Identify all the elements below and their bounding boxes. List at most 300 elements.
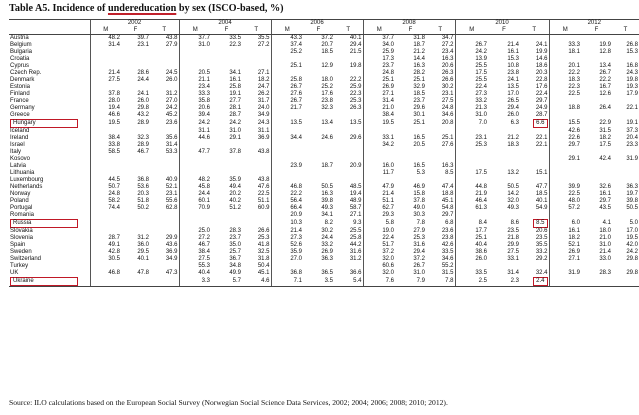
cell-value: 18.2 bbox=[599, 135, 611, 141]
value-cell bbox=[90, 84, 121, 91]
value-cell bbox=[303, 56, 334, 63]
value-cell bbox=[549, 142, 581, 149]
value-cell bbox=[303, 249, 334, 256]
value-cell bbox=[179, 219, 211, 228]
value-cell bbox=[581, 191, 612, 198]
value-cell bbox=[90, 256, 121, 263]
value-cell bbox=[549, 63, 581, 70]
value-cell bbox=[363, 35, 395, 43]
value-cell bbox=[271, 205, 303, 212]
value-cell bbox=[334, 49, 363, 56]
cell-value: 52.1 bbox=[568, 242, 580, 248]
cell-value: 37.7 bbox=[382, 35, 394, 41]
cell-value: 25.3 bbox=[349, 98, 362, 104]
cell-value: 38.4 bbox=[382, 112, 394, 118]
value-cell bbox=[520, 277, 549, 287]
cell-value: 20.3 bbox=[535, 70, 548, 76]
value-cell bbox=[334, 270, 363, 277]
value-cell bbox=[612, 219, 639, 228]
value-cell bbox=[520, 135, 549, 142]
cell-value: 32.3 bbox=[321, 105, 333, 111]
value-cell bbox=[581, 56, 612, 63]
value-cell bbox=[363, 112, 395, 119]
cell-value: 6.0 bbox=[571, 220, 580, 226]
cell-value: 25.2 bbox=[290, 49, 302, 55]
value-cell bbox=[242, 35, 271, 43]
value-cell bbox=[520, 77, 549, 84]
value-cell bbox=[242, 184, 271, 191]
value-cell bbox=[581, 119, 612, 128]
country-name: Luxembourg bbox=[10, 177, 44, 183]
value-cell bbox=[211, 149, 242, 156]
cell-value: 58.2 bbox=[108, 198, 120, 204]
value-cell bbox=[395, 149, 426, 156]
value-cell bbox=[395, 98, 426, 105]
cell-value: 24.1 bbox=[535, 42, 548, 48]
cell-value: 22.8 bbox=[535, 77, 548, 83]
cell-value: 15.3 bbox=[626, 49, 639, 55]
value-cell bbox=[179, 212, 211, 219]
country-cell bbox=[9, 163, 90, 170]
cell-value: 26.2 bbox=[257, 91, 270, 97]
value-cell bbox=[334, 156, 363, 163]
value-cell bbox=[179, 170, 211, 177]
highlighted-country-name: Russia bbox=[10, 219, 78, 228]
cell-value: 5.7 bbox=[232, 278, 241, 284]
cell-value: 47.7 bbox=[198, 149, 210, 155]
cell-value: 25.1 bbox=[475, 235, 487, 241]
value-cell bbox=[455, 128, 488, 135]
cell-value: 47.6 bbox=[257, 184, 270, 190]
cell-value: 61.3 bbox=[475, 205, 487, 211]
value-cell bbox=[455, 77, 488, 84]
value-cell bbox=[549, 212, 581, 219]
cell-value: 34.9 bbox=[165, 256, 178, 262]
value-cell bbox=[90, 77, 121, 84]
value-cell bbox=[303, 135, 334, 142]
cell-value: 50.5 bbox=[626, 205, 639, 211]
value-cell bbox=[455, 142, 488, 149]
cell-value: 39.4 bbox=[198, 112, 210, 118]
value-cell bbox=[488, 56, 520, 63]
value-cell bbox=[363, 205, 395, 212]
value-cell bbox=[179, 42, 211, 49]
cell-value: 26.6 bbox=[441, 77, 454, 83]
cell-value: 26.7 bbox=[413, 263, 425, 269]
cell-value: 31.0 bbox=[413, 270, 425, 276]
value-cell bbox=[549, 219, 581, 228]
cell-value: 7.8 bbox=[416, 220, 425, 226]
cell-value: 50.4 bbox=[257, 263, 270, 269]
cell-value: 24.2 bbox=[229, 120, 241, 126]
cell-value: 60.1 bbox=[198, 198, 210, 204]
table-row bbox=[9, 256, 639, 263]
value-cell bbox=[150, 270, 179, 277]
cell-value: 51.1 bbox=[257, 198, 270, 204]
value-cell bbox=[211, 156, 242, 163]
value-cell bbox=[549, 249, 581, 256]
value-cell bbox=[395, 49, 426, 56]
cell-value: 47.4 bbox=[441, 184, 454, 190]
value-cell bbox=[395, 77, 426, 84]
value-cell bbox=[90, 119, 121, 128]
value-cell bbox=[581, 128, 612, 135]
value-cell bbox=[520, 235, 549, 242]
cell-value: 35.0 bbox=[229, 242, 241, 248]
value-cell bbox=[242, 219, 271, 228]
value-cell bbox=[549, 235, 581, 242]
cell-value: 20.6 bbox=[535, 228, 548, 234]
value-cell bbox=[271, 105, 303, 112]
value-cell bbox=[242, 91, 271, 98]
value-cell bbox=[334, 105, 363, 112]
cell-value: 36.5 bbox=[321, 270, 333, 276]
cell-value: 20.9 bbox=[290, 212, 302, 218]
value-cell bbox=[271, 149, 303, 156]
table-row bbox=[9, 205, 639, 212]
value-cell bbox=[211, 42, 242, 49]
value-cell bbox=[426, 177, 455, 184]
cell-value: 27.5 bbox=[198, 256, 210, 262]
cell-value: 33.3 bbox=[568, 42, 580, 48]
cell-value: 31.0 bbox=[475, 112, 487, 118]
sex-header: M bbox=[363, 27, 395, 35]
value-cell bbox=[395, 135, 426, 142]
value-cell bbox=[395, 170, 426, 177]
value-cell bbox=[455, 112, 488, 119]
value-cell bbox=[334, 128, 363, 135]
cell-value: 31.2 bbox=[165, 91, 178, 97]
value-cell bbox=[549, 56, 581, 63]
value-cell bbox=[211, 235, 242, 242]
value-cell bbox=[334, 42, 363, 49]
cell-value: 16.8 bbox=[626, 63, 639, 69]
cell-value: 27.6 bbox=[290, 91, 302, 97]
cell-value: 4.1 bbox=[602, 220, 611, 226]
country-cell bbox=[9, 91, 90, 98]
country-cell bbox=[9, 212, 90, 219]
value-cell bbox=[271, 128, 303, 135]
cell-value: 43.5 bbox=[599, 205, 611, 211]
cell-value: 13.4 bbox=[321, 120, 333, 126]
country-name: Poland bbox=[10, 198, 29, 204]
cell-value: 17.6 bbox=[321, 91, 333, 97]
value-cell bbox=[179, 184, 211, 191]
value-cell bbox=[150, 91, 179, 98]
cell-value: 36.3 bbox=[626, 184, 639, 190]
table-row bbox=[9, 119, 639, 128]
value-cell bbox=[612, 91, 639, 98]
cell-value: 36.3 bbox=[321, 256, 333, 262]
value-cell bbox=[242, 128, 271, 135]
value-cell bbox=[121, 177, 150, 184]
value-cell bbox=[211, 135, 242, 142]
value-cell bbox=[549, 119, 581, 128]
cell-value: 27.2 bbox=[257, 42, 270, 48]
cell-value: 32.0 bbox=[382, 256, 394, 262]
cell-value: 7.1 bbox=[293, 278, 302, 284]
value-cell bbox=[520, 163, 549, 170]
value-cell bbox=[488, 128, 520, 135]
cell-value: 26.7 bbox=[290, 84, 302, 90]
value-cell bbox=[150, 228, 179, 235]
value-cell bbox=[242, 149, 271, 156]
value-cell bbox=[395, 177, 426, 184]
country-cell bbox=[9, 219, 90, 228]
value-cell bbox=[455, 228, 488, 235]
cell-value: 19.9 bbox=[535, 49, 548, 55]
cell-value: 22.1 bbox=[626, 105, 639, 111]
value-cell bbox=[426, 49, 455, 56]
value-cell bbox=[150, 212, 179, 219]
cell-value: 23.1 bbox=[441, 91, 454, 97]
sex-header: T bbox=[612, 27, 639, 35]
cell-value: 19.0 bbox=[382, 228, 394, 234]
value-cell bbox=[363, 270, 395, 277]
value-cell bbox=[242, 98, 271, 105]
value-cell bbox=[520, 98, 549, 105]
value-cell bbox=[455, 163, 488, 170]
country-name: Czech Rep. bbox=[10, 70, 42, 76]
cell-value: 46.8 bbox=[108, 270, 120, 276]
cell-value: 21.2 bbox=[413, 49, 425, 55]
cell-value: 50.7 bbox=[108, 184, 120, 190]
sex-header: T bbox=[242, 27, 271, 35]
value-cell bbox=[549, 70, 581, 77]
value-cell bbox=[426, 91, 455, 98]
cell-value: 33.0 bbox=[599, 256, 611, 262]
cell-value: 27.5 bbox=[441, 98, 454, 104]
cell-value: 24.4 bbox=[137, 77, 149, 83]
cell-value: 46.7 bbox=[137, 149, 149, 155]
value-cell bbox=[334, 142, 363, 149]
value-cell bbox=[334, 228, 363, 235]
value-cell bbox=[90, 112, 121, 119]
cell-value: 42.6 bbox=[441, 242, 454, 248]
cell-value: 38.4 bbox=[108, 135, 120, 141]
value-cell bbox=[179, 163, 211, 170]
value-cell bbox=[303, 205, 334, 212]
value-cell bbox=[334, 263, 363, 270]
cell-value: 27.5 bbox=[507, 249, 519, 255]
value-cell bbox=[121, 170, 150, 177]
country-cell bbox=[9, 98, 90, 105]
cell-value: 33.2 bbox=[321, 242, 333, 248]
cell-value: 27.2 bbox=[441, 42, 454, 48]
cell-value: 37.8 bbox=[229, 149, 241, 155]
value-cell bbox=[612, 270, 639, 277]
cell-value: 25.5 bbox=[475, 77, 487, 83]
value-cell bbox=[612, 56, 639, 63]
value-cell bbox=[90, 219, 121, 228]
cell-value: 33.1 bbox=[382, 135, 394, 141]
cell-value: 19.7 bbox=[626, 191, 639, 197]
value-cell bbox=[612, 198, 639, 205]
value-cell bbox=[549, 191, 581, 198]
value-cell bbox=[520, 170, 549, 177]
value-cell bbox=[271, 277, 303, 287]
value-cell bbox=[179, 249, 211, 256]
cell-value: 18.7 bbox=[321, 163, 333, 169]
value-cell bbox=[303, 256, 334, 263]
value-cell bbox=[179, 191, 211, 198]
value-cell bbox=[150, 49, 179, 56]
value-cell bbox=[179, 128, 211, 135]
cell-value: 31.2 bbox=[137, 235, 149, 241]
cell-value: 27.0 bbox=[165, 98, 178, 104]
value-cell bbox=[242, 191, 271, 198]
value-cell bbox=[426, 42, 455, 49]
corner-cell bbox=[9, 20, 90, 28]
value-cell bbox=[581, 112, 612, 119]
cell-value: 26.9 bbox=[321, 249, 333, 255]
value-cell bbox=[426, 198, 455, 205]
cell-value: 29.4 bbox=[413, 249, 425, 255]
cell-value: 31.1 bbox=[198, 128, 210, 134]
value-cell bbox=[581, 235, 612, 242]
cell-value: 21.0 bbox=[382, 105, 394, 111]
cell-value: 5.0 bbox=[629, 220, 639, 226]
value-cell bbox=[271, 98, 303, 105]
cell-value: 28.0 bbox=[108, 98, 120, 104]
cell-value: 70.9 bbox=[198, 205, 210, 211]
cell-value: 19.9 bbox=[599, 42, 611, 48]
value-cell bbox=[121, 98, 150, 105]
value-cell bbox=[581, 242, 612, 249]
table-row bbox=[9, 177, 639, 184]
value-cell bbox=[520, 112, 549, 119]
value-cell bbox=[455, 135, 488, 142]
country-name: Portugal bbox=[10, 205, 33, 211]
value-cell bbox=[363, 105, 395, 112]
cell-value: 18.1 bbox=[568, 49, 580, 55]
value-cell bbox=[395, 156, 426, 163]
value-cell bbox=[211, 63, 242, 70]
value-cell bbox=[121, 256, 150, 263]
cell-value: 28.3 bbox=[229, 228, 241, 234]
value-cell bbox=[150, 198, 179, 205]
value-cell bbox=[271, 70, 303, 77]
value-cell bbox=[549, 112, 581, 119]
cell-value: 34.7 bbox=[441, 35, 454, 41]
cell-value: 30.3 bbox=[413, 212, 425, 218]
value-cell bbox=[581, 228, 612, 235]
cell-value: 13.4 bbox=[599, 63, 611, 69]
value-cell bbox=[455, 170, 488, 177]
cell-value: 20.5 bbox=[413, 142, 425, 148]
value-cell bbox=[242, 212, 271, 219]
cell-value: 24.3 bbox=[626, 70, 639, 76]
cell-value: 27.3 bbox=[290, 235, 302, 241]
value-cell bbox=[455, 98, 488, 105]
table-row bbox=[9, 249, 639, 256]
value-cell bbox=[150, 191, 179, 198]
value-cell bbox=[303, 270, 334, 277]
value-cell bbox=[363, 70, 395, 77]
cell-value: 24.4 bbox=[198, 191, 210, 197]
value-cell bbox=[455, 205, 488, 212]
value-cell bbox=[150, 242, 179, 249]
country-name: Greece bbox=[10, 112, 30, 118]
cell-value: 39.8 bbox=[626, 198, 639, 204]
value-cell bbox=[612, 177, 639, 184]
value-cell bbox=[426, 119, 455, 128]
country-cell bbox=[9, 142, 90, 149]
value-cell bbox=[520, 105, 549, 112]
cell-value: 25.5 bbox=[349, 228, 362, 234]
value-cell bbox=[303, 149, 334, 156]
value-cell bbox=[549, 128, 581, 135]
value-cell bbox=[581, 205, 612, 212]
value-cell bbox=[150, 42, 179, 49]
cell-value: 44.8 bbox=[475, 184, 487, 190]
cell-value: 37.8 bbox=[108, 91, 120, 97]
cell-value: 37.2 bbox=[413, 256, 425, 262]
value-cell bbox=[121, 128, 150, 135]
value-cell bbox=[581, 277, 612, 287]
value-cell bbox=[242, 235, 271, 242]
cell-value: 46.9 bbox=[413, 184, 425, 190]
cell-value: 18.8 bbox=[441, 191, 454, 197]
cell-value: 25.0 bbox=[198, 228, 210, 234]
value-cell bbox=[121, 35, 150, 43]
cell-value: 17.6 bbox=[535, 84, 548, 90]
value-cell bbox=[455, 256, 488, 263]
value-cell bbox=[488, 112, 520, 119]
value-cell bbox=[520, 184, 549, 191]
value-cell bbox=[334, 70, 363, 77]
cell-value: 54.8 bbox=[441, 205, 454, 211]
table-row bbox=[9, 212, 639, 219]
cell-value: 25.5 bbox=[475, 63, 487, 69]
value-cell bbox=[488, 156, 520, 163]
value-cell bbox=[150, 119, 179, 128]
cell-value: 30.1 bbox=[413, 112, 425, 118]
cell-value: 19.4 bbox=[108, 105, 120, 111]
cell-value: 28.9 bbox=[137, 142, 149, 148]
cell-value: 57.2 bbox=[568, 205, 580, 211]
country-cell bbox=[9, 228, 90, 235]
cell-value: 37.2 bbox=[382, 249, 394, 255]
value-cell bbox=[395, 105, 426, 112]
value-cell bbox=[179, 142, 211, 149]
cell-value: 22.5 bbox=[568, 191, 580, 197]
cell-value: 21.9 bbox=[475, 191, 487, 197]
value-cell bbox=[549, 177, 581, 184]
country-cell bbox=[9, 35, 90, 43]
cell-value: 17.0 bbox=[626, 228, 639, 234]
value-cell bbox=[426, 149, 455, 156]
value-cell bbox=[612, 49, 639, 56]
cell-value: 23.7 bbox=[229, 235, 241, 241]
value-cell bbox=[121, 205, 150, 212]
cell-value: 25.3 bbox=[257, 235, 270, 241]
value-cell bbox=[150, 249, 179, 256]
table-row bbox=[9, 163, 639, 170]
value-cell bbox=[455, 191, 488, 198]
value-cell bbox=[363, 235, 395, 242]
cell-value: 29.2 bbox=[535, 256, 548, 262]
data-table bbox=[9, 19, 639, 287]
value-cell bbox=[303, 198, 334, 205]
value-cell bbox=[271, 135, 303, 142]
value-cell bbox=[520, 177, 549, 184]
value-cell bbox=[242, 170, 271, 177]
cell-value: 20.9 bbox=[349, 163, 362, 169]
value-cell bbox=[581, 219, 612, 228]
value-cell bbox=[581, 49, 612, 56]
value-cell bbox=[242, 228, 271, 235]
